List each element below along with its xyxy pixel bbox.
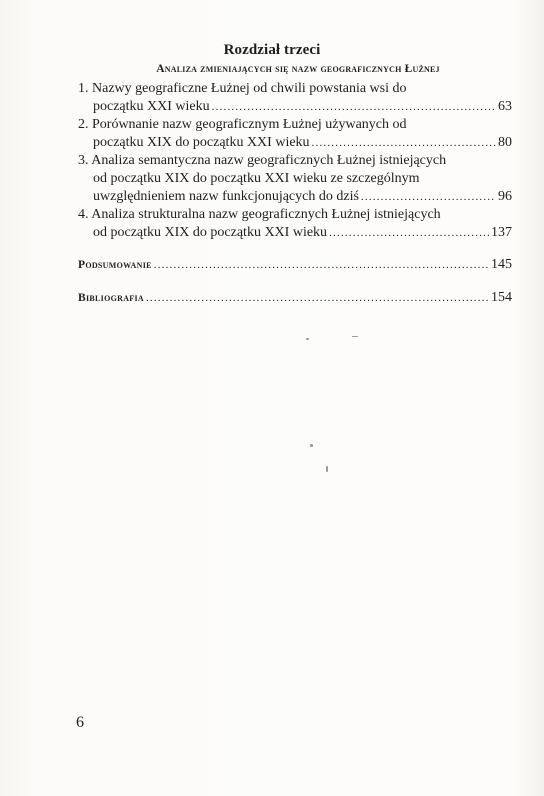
toc-entry-line: od początku XIX do początku XXI wieku ze szczególnym [93, 171, 420, 186]
dot-leader [212, 98, 496, 116]
toc-entry-text: od początku XIX do początku XXI wieku [93, 225, 328, 240]
toc-entry-last-line [78, 98, 512, 116]
toc-page-ref: 137 [491, 225, 512, 240]
toc-entry-line: 1. Nazwy geograficzne Łużnej od chwili powstania wsi do [78, 81, 407, 96]
summary-label: Podsumowanie [78, 259, 152, 271]
dot-leader [154, 256, 489, 274]
bibliography-label: Bibliografia [78, 292, 144, 304]
toc-page-ref: 145 [491, 257, 512, 272]
print-speck [352, 336, 358, 337]
toc-entry-text: początku XIX do początku XXI wieku [93, 135, 310, 150]
toc-summary-entry[interactable] [78, 256, 512, 274]
toc-entry[interactable] [78, 152, 512, 206]
print-speck [306, 338, 309, 340]
print-speck [326, 466, 328, 472]
dot-leader [329, 224, 489, 242]
section-title: Analiza zmieniających się nazw geograficznych Łużnej [156, 63, 440, 75]
toc-entry[interactable] [78, 206, 512, 242]
toc-page-ref: 80 [498, 135, 512, 150]
chapter-title: Rozdział trzeci [223, 42, 321, 58]
toc-bibliography-entry[interactable] [78, 289, 512, 307]
toc-entry-text: początku XXI wieku [93, 99, 210, 114]
page-number: 6 [76, 714, 84, 731]
toc-page-ref: 63 [498, 99, 512, 114]
dot-leader [361, 188, 496, 206]
toc-entry-last-line [78, 134, 512, 152]
dot-leader [312, 134, 496, 152]
toc-page-ref: 154 [491, 290, 512, 305]
toc-entry-text: uwzględnieniem nazw funkcjonujących do dziś [93, 189, 359, 204]
toc-entries [78, 80, 512, 242]
toc-entry[interactable] [78, 116, 512, 152]
toc-entry-last-line [78, 224, 512, 242]
toc-entry-last-line [78, 188, 512, 206]
dot-leader [146, 289, 489, 307]
toc-entry-line: 2. Porównanie nazw geograficznym Łużnej używanych od [78, 117, 407, 132]
toc-entry-line: 3. Analiza semantyczna nazw geograficznych Łużnej istniejących [78, 153, 447, 168]
toc-entry-line: 4. Analiza strukturalna nazw geograficznych Łużnej istniejących [78, 207, 441, 222]
print-speck [310, 444, 313, 447]
toc-entry[interactable] [78, 80, 512, 116]
toc-page-ref: 96 [498, 189, 512, 204]
